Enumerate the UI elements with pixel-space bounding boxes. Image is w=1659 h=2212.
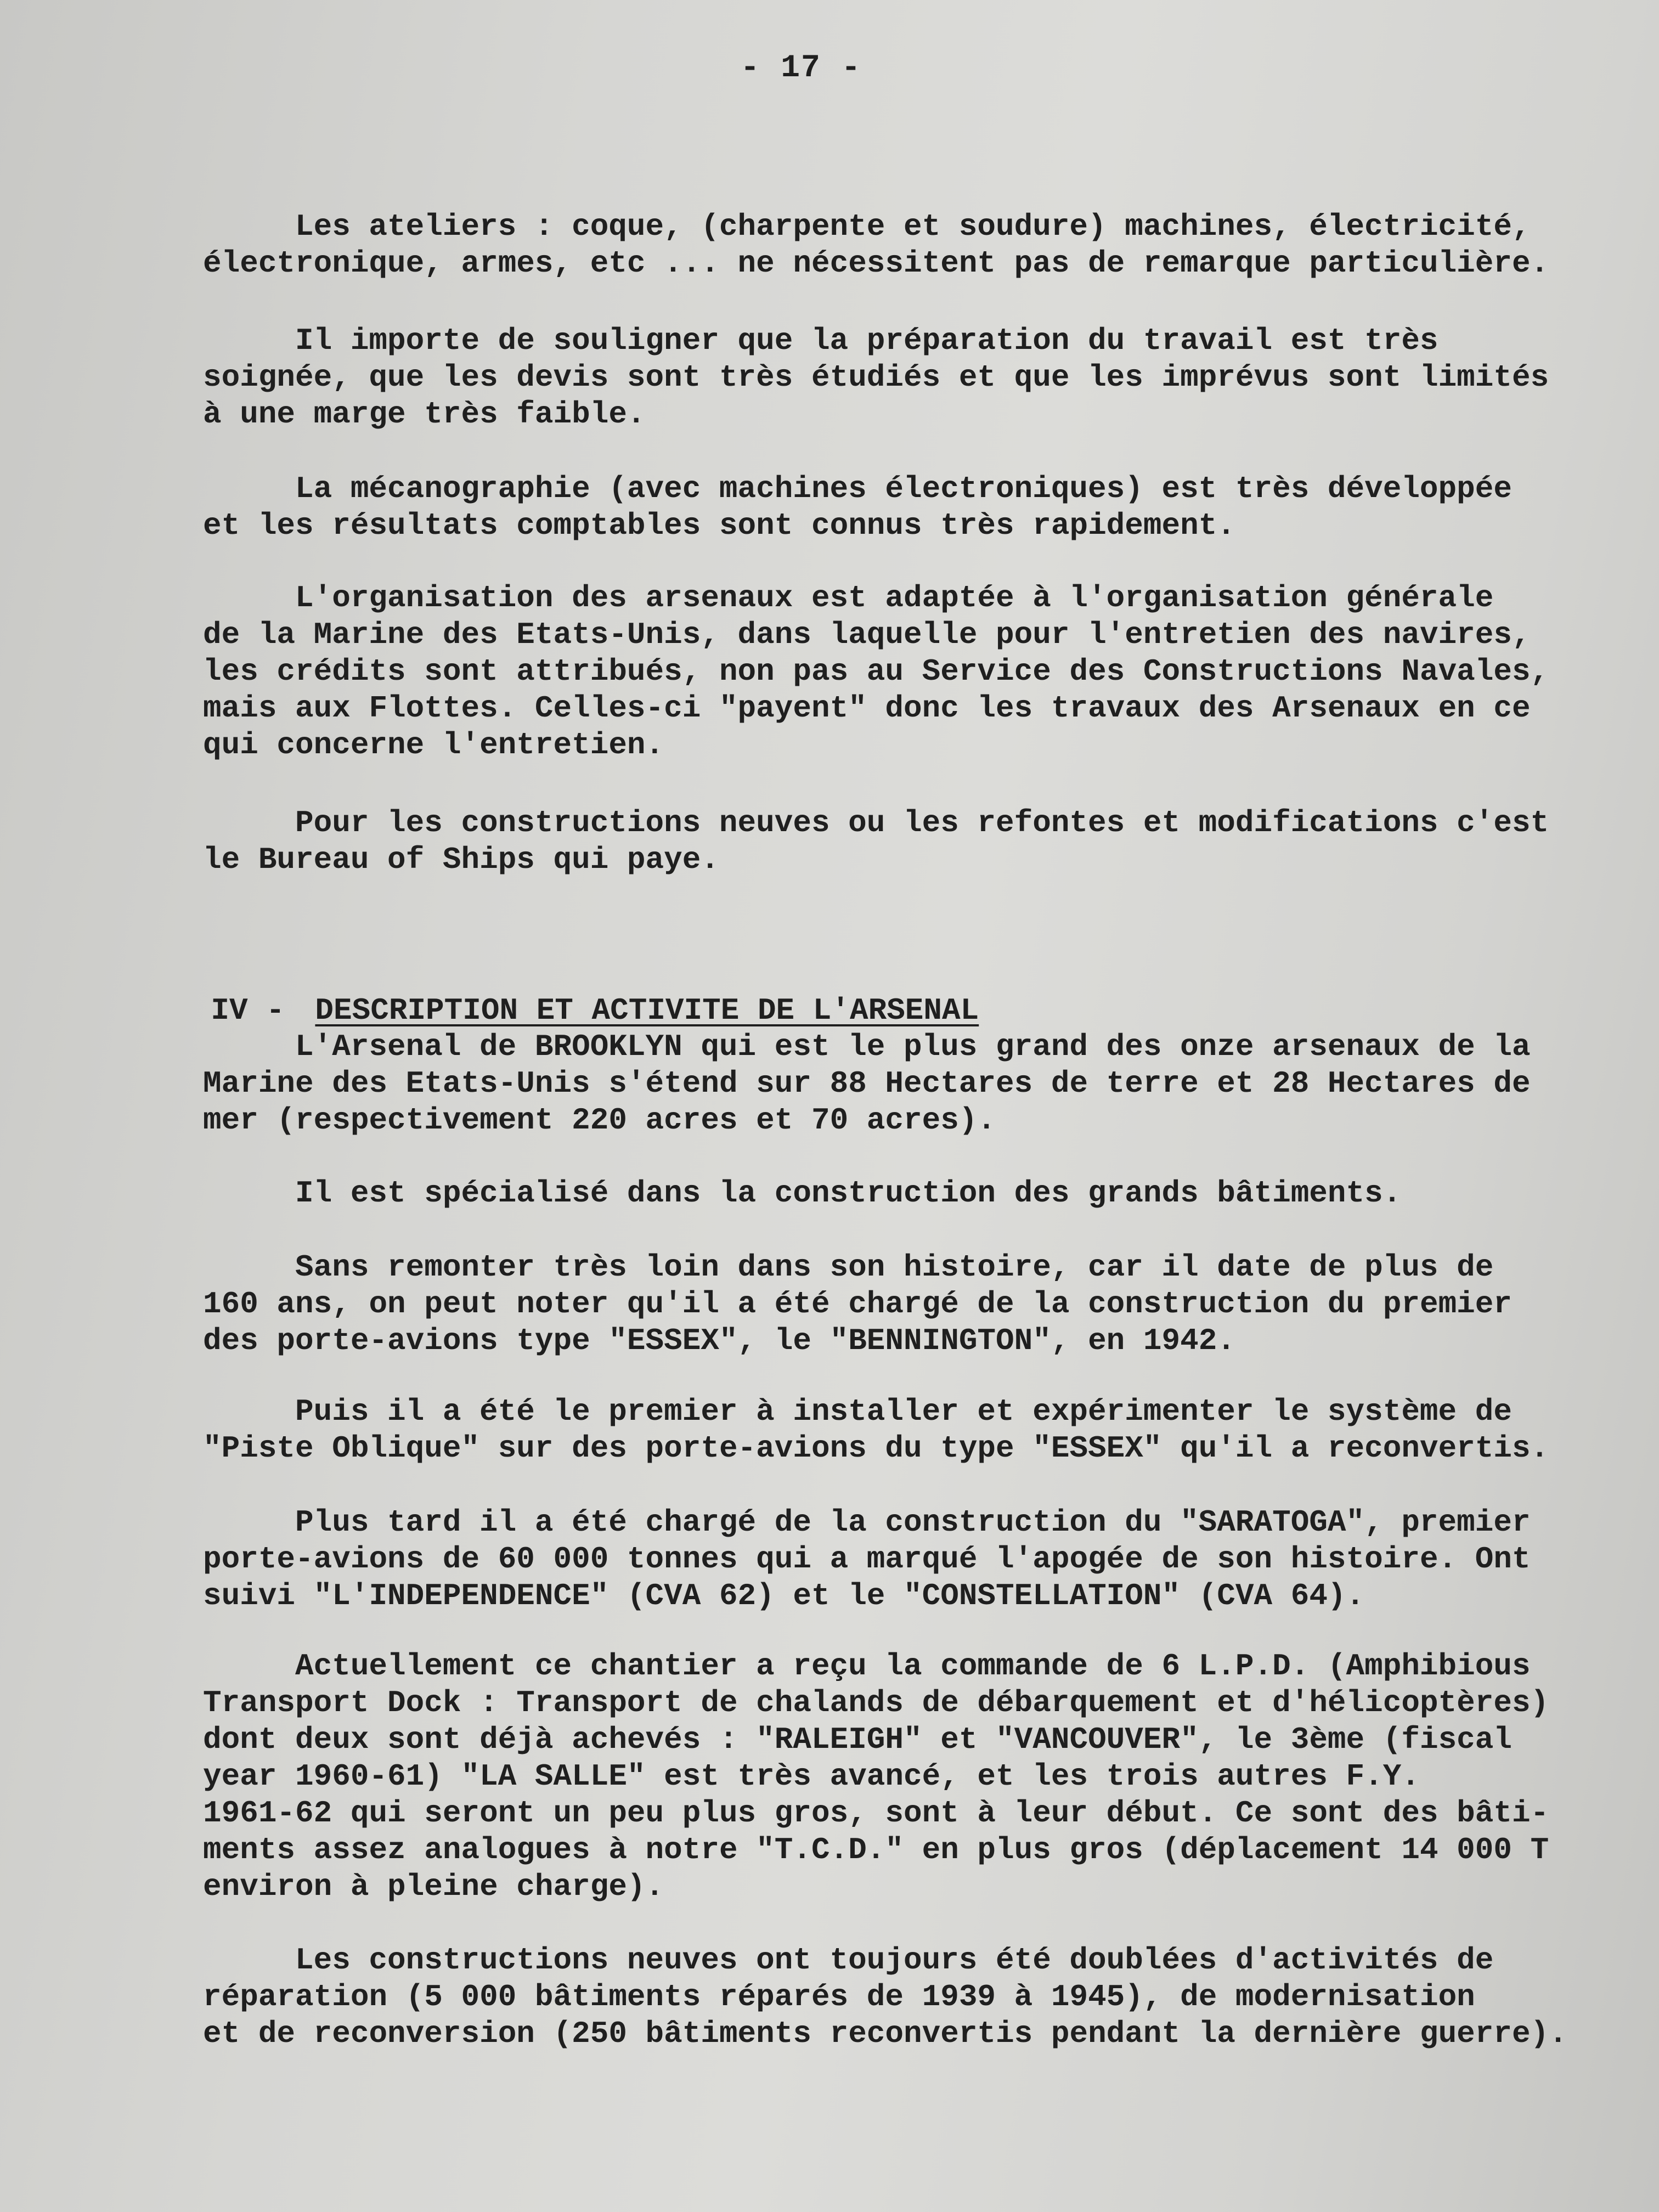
text-line: Il importe de souligner que la préparation du travail est très bbox=[295, 323, 1438, 358]
text-line: soignée, que les devis sont très étudiés et que les imprévus sont limités bbox=[203, 360, 1549, 395]
text-line: à une marge très faible. bbox=[203, 397, 646, 432]
text-line: Puis il a été le premier à installer et expérimenter le système de bbox=[295, 1394, 1512, 1429]
text-line: Marine des Etats-Unis s'étend sur 88 Hectares de terre et 28 Hectares de bbox=[203, 1066, 1531, 1101]
paragraph-specialise bbox=[203, 1175, 1564, 1212]
paragraph-lpd bbox=[203, 1648, 1564, 1905]
section-number: IV - bbox=[211, 993, 285, 1028]
text-line: Sans remonter très loin dans son histoire, car il date de plus de bbox=[295, 1250, 1494, 1285]
text-line: L'Arsenal de BROOKLYN qui est le plus grand des onze arsenaux de la bbox=[295, 1029, 1531, 1064]
text-line: qui concerne l'entretien. bbox=[203, 727, 664, 763]
text-line: ments assez analogues à notre "T.C.D." en plus gros (déplacement 14 000 T bbox=[203, 1832, 1549, 1867]
text-line: Actuellement ce chantier a reçu la commande de 6 L.P.D. (Amphibious bbox=[295, 1649, 1531, 1684]
paragraph-mecanographie bbox=[203, 471, 1564, 544]
text-line: suivi "L'INDEPENDENCE" (CVA 62) et le "CONSTELLATION" (CVA 64). bbox=[203, 1578, 1365, 1613]
paragraph-organisation bbox=[203, 580, 1564, 764]
page-number: - 17 - bbox=[740, 50, 862, 86]
paragraph-ateliers bbox=[203, 208, 1564, 282]
paragraph-arsenal-brooklyn bbox=[203, 1029, 1564, 1139]
text-line: "Piste Oblique" sur des porte-avions du type "ESSEX" qu'il a reconvertis. bbox=[203, 1431, 1549, 1466]
text-line: La mécanographie (avec machines électroniques) est très développée bbox=[295, 471, 1512, 506]
text-line: L'organisation des arsenaux est adaptée à l'organisation générale bbox=[295, 580, 1494, 616]
text-line: réparation (5 000 bâtiments réparés de 1939 à 1945), de modernisation bbox=[203, 1979, 1475, 2015]
text-line: 160 ans, on peut noter qu'il a été chargé de la construction du premier bbox=[203, 1286, 1512, 1322]
section-title: DESCRIPTION ET ACTIVITE DE L'ARSENAL bbox=[315, 993, 979, 1028]
paragraph-piste-oblique bbox=[203, 1393, 1564, 1467]
text-line: dont deux sont déjà achevés : "RALEIGH" et "VANCOUVER", le 3ème (fiscal bbox=[203, 1722, 1512, 1757]
paragraph-histoire bbox=[203, 1249, 1564, 1359]
text-line: et de reconversion (250 bâtiments reconvertis pendant la dernière guerre). bbox=[203, 2016, 1567, 2051]
text-line: 1961-62 qui seront un peu plus gros, sont à leur début. Ce sont des bâti- bbox=[203, 1796, 1549, 1831]
text-line: mais aux Flottes. Celles-ci "payent" donc les travaux des Arsenaux en ce bbox=[203, 691, 1531, 726]
text-line: le Bureau of Ships qui paye. bbox=[203, 842, 719, 877]
text-line: Les constructions neuves ont toujours été doublées d'activités de bbox=[295, 1943, 1494, 1978]
paragraph-saratoga bbox=[203, 1504, 1564, 1615]
text-line: environ à pleine charge). bbox=[203, 1869, 664, 1904]
text-line: électronique, armes, etc ... ne nécessitent pas de remarque particulière. bbox=[203, 246, 1549, 281]
text-line: de la Marine des Etats-Unis, dans laquelle pour l'entretien des navires, bbox=[203, 617, 1531, 652]
text-line: Transport Dock : Transport de chalands de débarquement et d'hélicoptères) bbox=[203, 1685, 1549, 1720]
text-line: les crédits sont attribués, non pas au Service des Constructions Navales, bbox=[203, 654, 1549, 689]
text-line: Il est spécialisé dans la construction des grands bâtiments. bbox=[295, 1176, 1402, 1211]
paragraph-preparation bbox=[203, 323, 1564, 433]
text-line: porte-avions de 60 000 tonnes qui a marqué l'apogée de son histoire. Ont bbox=[203, 1542, 1531, 1577]
paragraph-reparation bbox=[203, 1942, 1567, 2052]
text-line: mer (respectivement 220 acres et 70 acres). bbox=[203, 1103, 996, 1138]
text-line: Plus tard il a été chargé de la construction du "SARATOGA", premier bbox=[295, 1505, 1531, 1540]
text-line: Pour les constructions neuves ou les refontes et modifications c'est bbox=[295, 805, 1549, 840]
text-line: des porte-avions type "ESSEX", le "BENNINGTON", en 1942. bbox=[203, 1323, 1235, 1358]
paragraph-constructions-neuves-paye bbox=[203, 805, 1564, 878]
text-line: year 1960-61) "LA SALLE" est très avancé, et les trois autres F.Y. bbox=[203, 1759, 1420, 1794]
text-line: Les ateliers : coque, (charpente et soudure) machines, électricité, bbox=[295, 209, 1531, 244]
text-line: et les résultats comptables sont connus très rapidement. bbox=[203, 508, 1235, 543]
